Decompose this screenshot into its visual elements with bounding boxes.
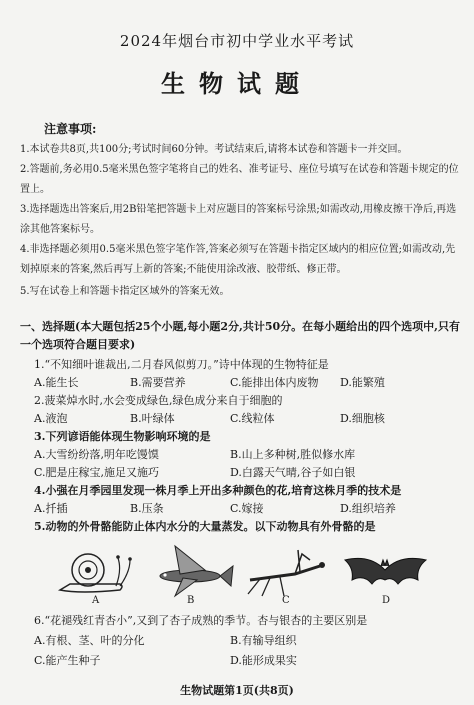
option: A.大雪纷纷落,明年吃馒馍: [34, 448, 159, 461]
option: D.白露天气晴,谷子如白银: [230, 466, 356, 479]
option: B.山上多种树,胜似修水库: [230, 448, 356, 461]
option: B.压条: [130, 502, 164, 515]
note-item: 2.答题前,务必用0.5毫米黑色签字笔将自己的姓名、准考证号、座位号填写在试卷和答题卡规定的位置上。: [20, 164, 459, 195]
option: A.液泡: [34, 412, 68, 425]
question-stem: 3.下列谚语能体现生物影响环境的是: [34, 430, 211, 443]
option: B.需要营养: [130, 376, 186, 389]
page-footer: 生物试题第1页(共8页): [180, 684, 294, 697]
option: B.叶绿体: [130, 412, 175, 425]
bat-icon: [340, 540, 430, 600]
option: D.能繁殖: [340, 376, 385, 389]
figure-label: B: [187, 595, 195, 606]
option: C.肥是庄稼宝,施足又施巧: [34, 466, 160, 479]
figure-label: A: [92, 595, 100, 606]
note-item: 1.本试卷共8页,共100分;考试时间60分钟。考试结束后,请将本试卷和答题卡一并交回。: [20, 144, 408, 155]
question-stem: 2.菠菜焯水时,水会变成绿色,绿色成分来自于细胞的: [34, 394, 283, 407]
option: A.扦插: [34, 502, 68, 515]
question-stem: 4.小强在月季园里发现一株月季上开出多种颜色的花,培育这株月季的技术是: [34, 484, 402, 497]
note-item: 4.非选择题必须用0.5毫米黑色签字笔作答,答案必须写在答题卡指定区域内的相应位置;如需改动,先划掉原来的答案,然后再写上新的答案;不能使用涂改液、胶带纸、修正带。: [20, 244, 456, 275]
option: A.能生长: [34, 376, 79, 389]
note-item: 5.写在试卷上和答题卡指定区域外的答案无效。: [20, 286, 230, 297]
option: D.细胞核: [340, 412, 385, 425]
figure-label: D: [382, 595, 391, 606]
animal-figures: [50, 540, 430, 600]
notes-heading: 注意事项:: [44, 122, 97, 136]
flying-fish-icon: [145, 540, 235, 600]
option: C.线粒体: [230, 412, 275, 425]
snail-icon: [50, 540, 140, 600]
exam-title: 2024年烟台市初中学业水平考试: [119, 32, 355, 50]
praying-mantis-icon: [240, 540, 330, 600]
figure-label: C: [282, 595, 290, 606]
note-item: 3.选择题选出答案后,用2B铅笔把答题卡上对应题目的答案标号涂黑;如需改动,用橡皮擦干净后,再选涂其他答案标号。: [20, 204, 457, 235]
option: C.能产生种子: [34, 654, 101, 667]
option: D.能形成果实: [230, 654, 297, 667]
option: C.能排出体内废物: [230, 376, 319, 389]
option: B.有输导组织: [230, 634, 297, 647]
option: D.组织培养: [340, 502, 396, 515]
question-stem: 1.“不知细叶谁裁出,二月春风似剪刀。”诗中体现的生物特征是: [34, 358, 329, 371]
option: C.嫁接: [230, 502, 264, 515]
subject-title: 生物试题: [161, 69, 313, 98]
question-stem: 5.动物的外骨骼能防止体内水分的大量蒸发。以下动物具有外骨骼的是: [34, 520, 376, 533]
section-heading: 一、选择题(本大题包括25个小题,每小题2分,共计50分。在每小题给出的四个选项中,只有一个选项符合题目要求): [20, 320, 460, 351]
option: A.有根、茎、叶的分化: [34, 634, 145, 647]
question-stem: 6.“花褪残红青杏小”,又到了杏子成熟的季节。杏与银杏的主要区别是: [34, 614, 368, 627]
